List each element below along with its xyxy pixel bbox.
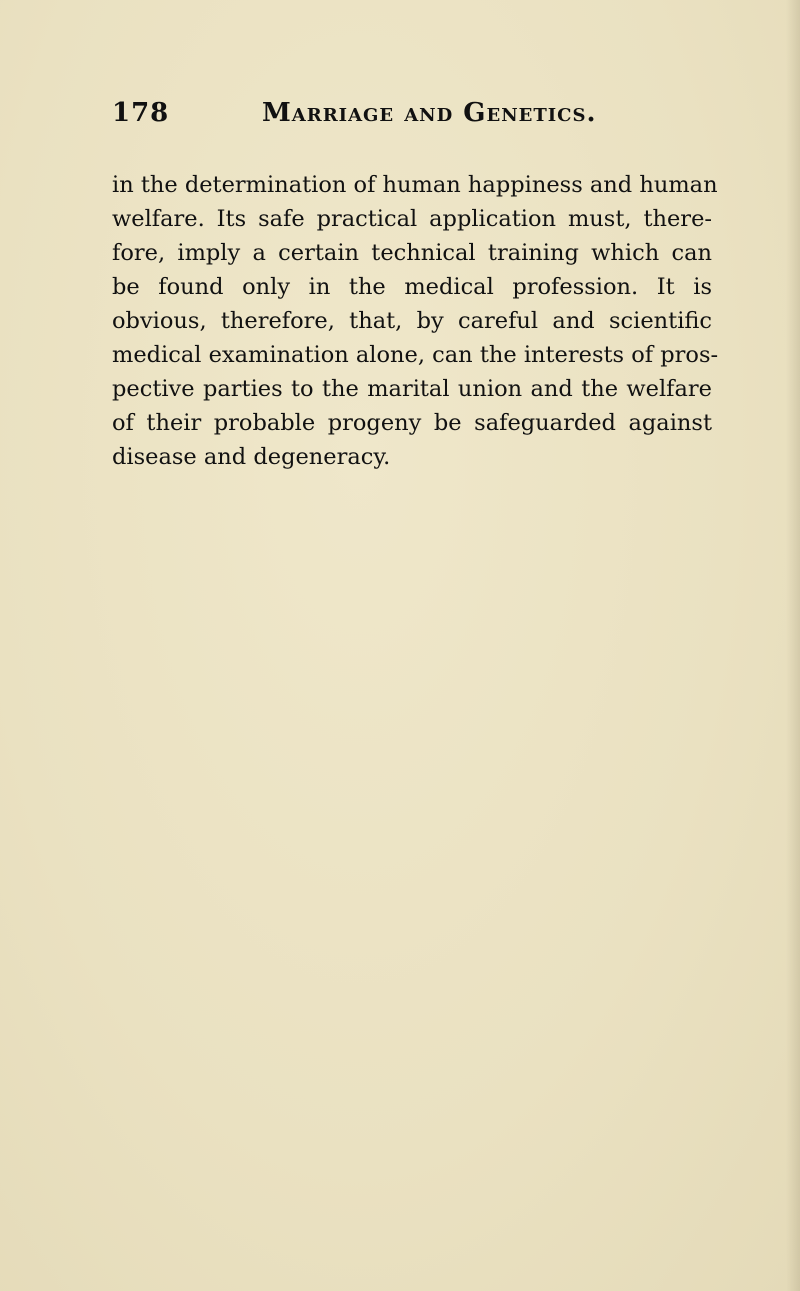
text-line: disease and degeneracy.	[112, 444, 391, 470]
text-line: of their probable progeny be safeguarded against	[112, 410, 712, 436]
text-line: in the determination of human happiness and human	[112, 172, 718, 198]
paragraph	[112, 168, 719, 474]
text-line: be found only in the medical profession. It is	[112, 274, 712, 300]
text-line: welfare. Its safe practical application must, there-	[112, 206, 712, 232]
text-line: medical examination alone, can the interests of pros-	[112, 342, 719, 368]
page-edge-shadow	[786, 0, 800, 1291]
text-line: obvious, therefore, that, by careful and scientific	[112, 308, 712, 334]
page-number: 178	[112, 98, 170, 128]
text-line: pective parties to the marital union and the welfare	[112, 376, 712, 402]
running-title: Marriage and Genetics.	[262, 98, 597, 128]
text-line: fore, imply a certain technical training which can	[112, 240, 712, 266]
page-header	[112, 95, 712, 131]
